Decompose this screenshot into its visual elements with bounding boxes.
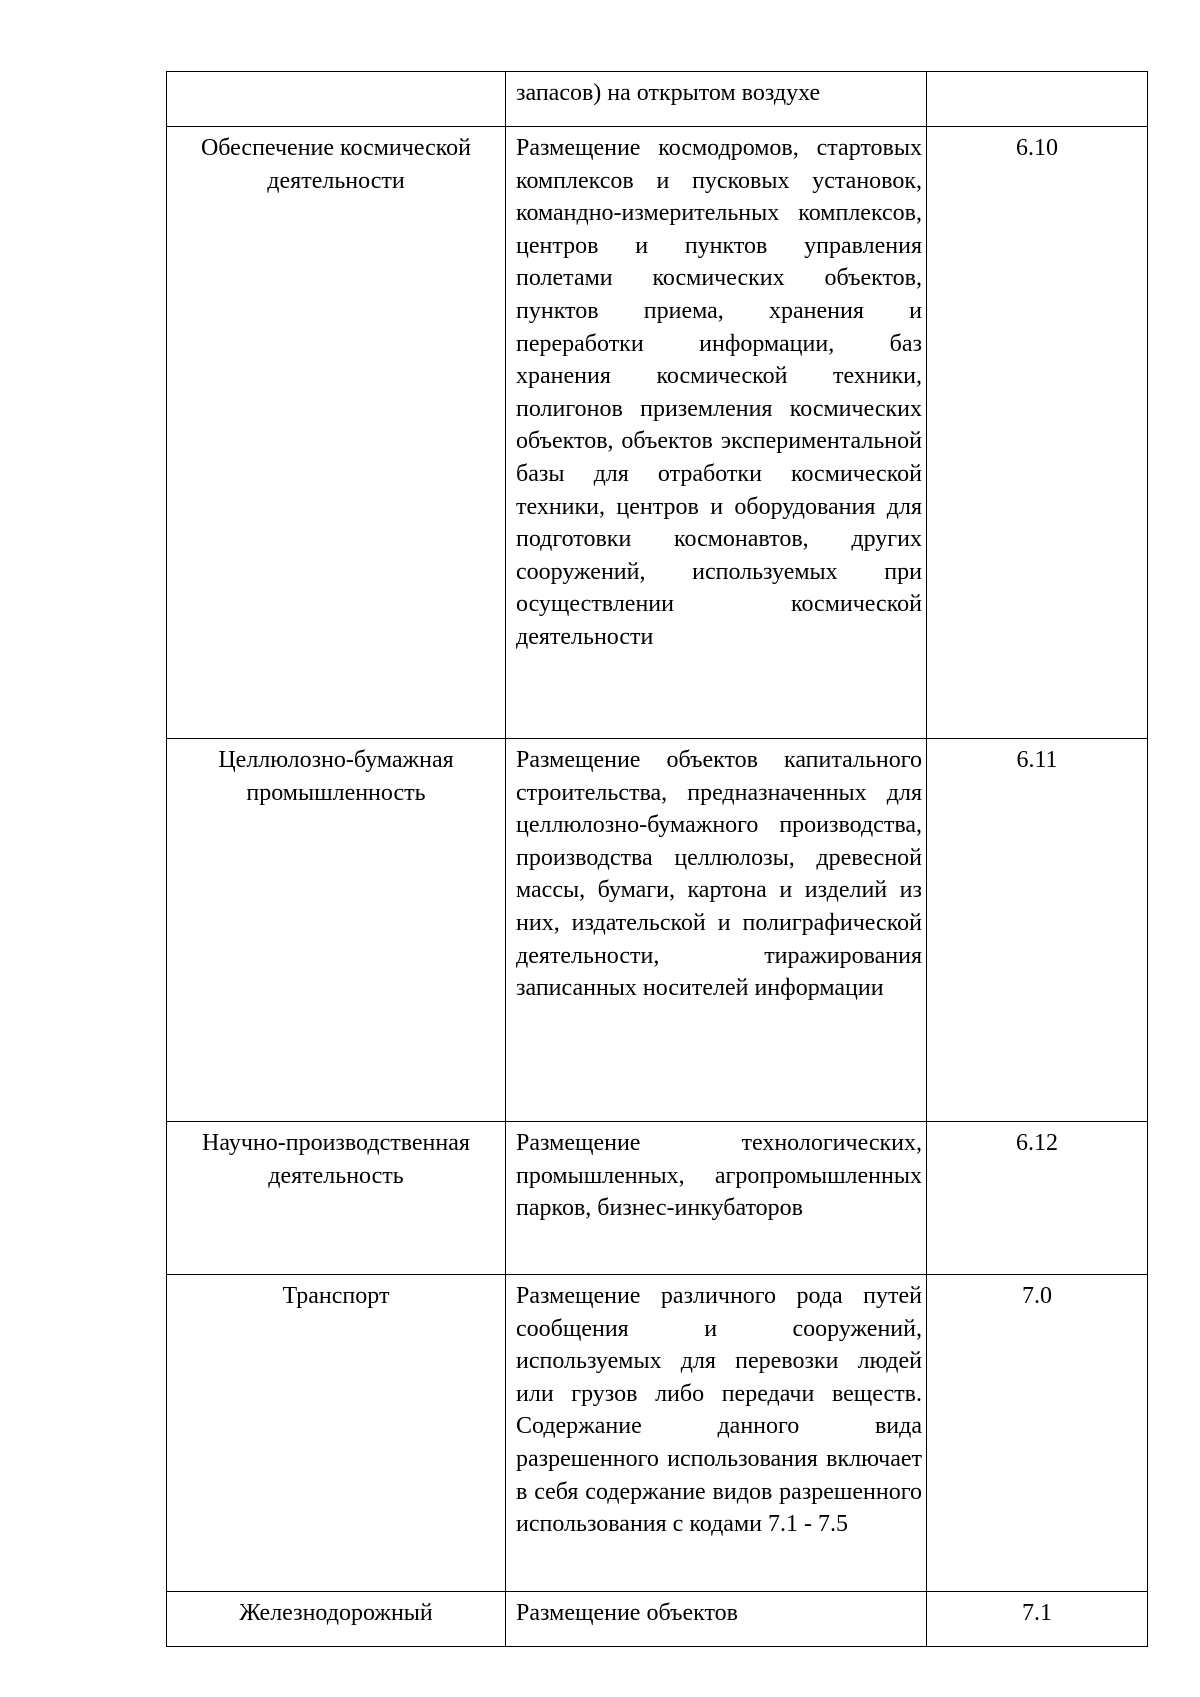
table-row <box>167 127 1148 739</box>
use-description-cell <box>506 72 927 127</box>
use-name-cell: Обеспечение космической деятельности <box>167 127 506 739</box>
use-code-cell: 6.11 <box>927 739 1148 1122</box>
use-name-cell: Железнодорожный <box>167 1592 506 1647</box>
table-row <box>167 72 1148 127</box>
use-description-text: Размещение объектов капитального строительства, предназначенных для целлюлозно-бумажного производства, производства целлюлозы, древесной массы, бумаги, картона и изделий из них, издательской и полиграфической деятельности, тиражирования записанных носителей информации <box>516 747 922 1002</box>
use-code-cell: 7.0 <box>927 1275 1148 1592</box>
land-use-table <box>166 71 1148 1647</box>
use-description-text: Размещение различного рода путей сообщения и сооружений, используемых для перевозки людей или грузов либо передачи веществ. Содержание данного вида разрешенного использования включает в себя содержание видов разрешенного использования с кодами 7.1 - 7.5 <box>516 1283 922 1538</box>
use-description-text: запасов) на открытом воздухе <box>516 80 821 106</box>
use-code-cell: 7.1 <box>927 1592 1148 1647</box>
use-code-cell: 6.12 <box>927 1122 1148 1275</box>
use-description-cell <box>506 1275 927 1592</box>
use-name-cell: Целлюлозно-бумажная промышленность <box>167 739 506 1122</box>
use-name-cell <box>167 72 506 127</box>
use-description-cell <box>506 1592 927 1647</box>
use-description-cell <box>506 1122 927 1275</box>
use-code-cell <box>927 72 1148 127</box>
use-name-cell: Транспорт <box>167 1275 506 1592</box>
table-row <box>167 1122 1148 1275</box>
use-code-cell: 6.10 <box>927 127 1148 739</box>
use-description-text: Размещение космодромов, стартовых комплексов и пусковых установок, командно-измерительных комплексов, центров и пунктов управления полетами космических объектов, пунктов приема, хранения и переработки информации, баз хранения космической техники, полигонов приземления космических объектов, объектов экспериментальной базы для отработки космической техники, центров и оборудования для подготовки космонавтов, других сооружений, используемых при осуществлении космической деятельности <box>516 135 922 650</box>
table-row <box>167 1275 1148 1592</box>
table-row <box>167 739 1148 1122</box>
use-name-cell: Научно-производственная деятельность <box>167 1122 506 1275</box>
use-description-cell <box>506 127 927 739</box>
use-description-cell <box>506 739 927 1122</box>
use-description-text: Размещение технологических, промышленных, агропромышленных парков, бизнес-инкубаторов <box>516 1130 922 1222</box>
use-description-text: Размещение объектов <box>516 1600 738 1626</box>
table-row <box>167 1592 1148 1647</box>
